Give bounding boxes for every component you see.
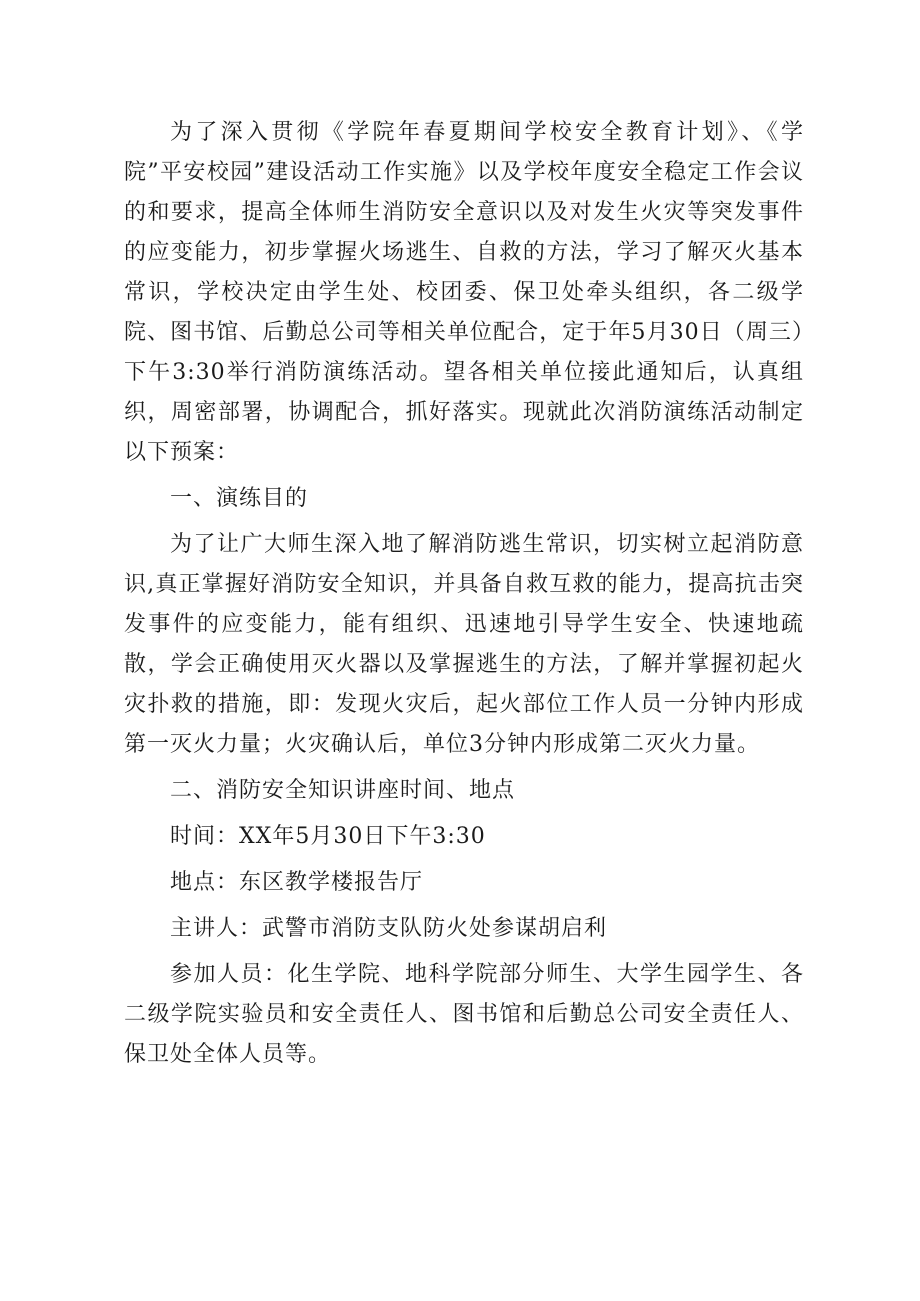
drill-purpose-paragraph: 为了让广大师生深入地了解消防逃生常识，切实树立起消防意识,真正掌握好消防安全知识，并具备自救互救的能力，提高抗击突发事件的应变能力，能有组织、迅速地引导学生安全、快速地疏散，学会正确使用灭火器以及掌握逃生的方法，了解并掌握初起火灾扑救的措施，即：发现火灾后，起火部位工作人员一分钟内形成第一灭火力量；火灾确认后，单位3分钟内形成第二灭火力量。 bbox=[124, 532, 804, 757]
lecture-place: 地点：东区教学楼报告厅 bbox=[170, 870, 424, 895]
lecture-participants: 参加人员：化生学院、地科学院部分师生、大学生园学生、各二级学院实验员和安全责任人、图书馆和后勤总公司安全责任人、保卫处全体人员等。 bbox=[124, 962, 804, 1067]
intro-paragraph: 为了深入贯彻《学院年春夏期间学校安全教育计划》、《学院”平安校园”建设活动工作实施》以及学校年度安全稳定工作会议的和要求，提高全体师生消防安全意识以及对发生火灾等突发事件的应变能力，初步掌握火场逃生、自救的方法，学习了解灭火基本常识，学校决定由学生处、校团委、保卫处牵头组织，各二级学院、图书馆、后勤总公司等相关单位配合，定于年5月30日（周三）下午3:30举行消防演练活动。望各相关单位接此通知后，认真组织，周密部署，协调配合，抓好落实。现就此次消防演练活动制定以下预案： bbox=[124, 120, 804, 465]
section-heading-drill-purpose: 一、演练目的 bbox=[170, 486, 309, 511]
lecture-time: 时间：XX年5月30日下午3:30 bbox=[170, 824, 486, 849]
section-heading-lecture-time-place: 二、消防安全知识讲座时间、地点 bbox=[170, 778, 516, 803]
lecture-speaker: 主讲人：武警市消防支队防火处参谋胡启利 bbox=[170, 916, 608, 941]
document-body bbox=[124, 113, 804, 1081]
